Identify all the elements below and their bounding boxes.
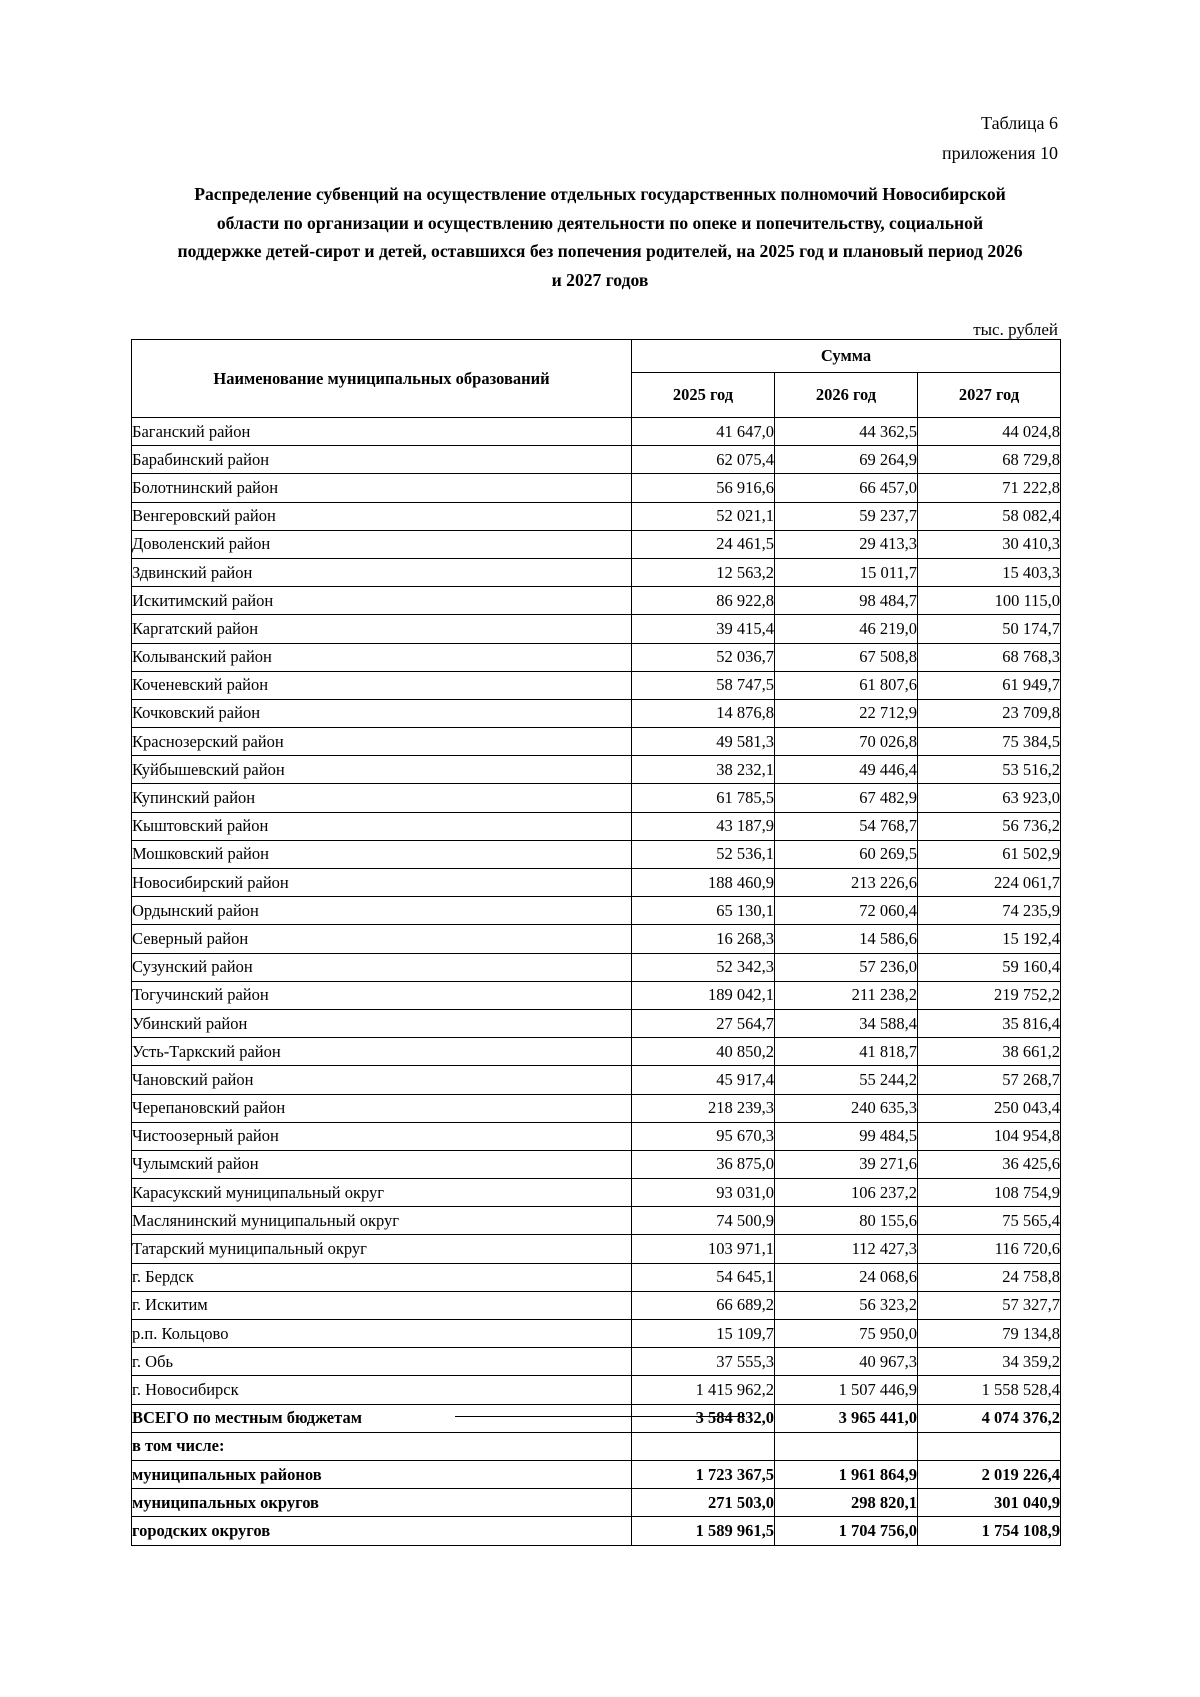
row-amount-2027: 24 758,8 — [918, 1263, 1061, 1291]
table-row — [132, 1150, 1061, 1178]
row-amount-2025: 95 670,3 — [632, 1122, 775, 1150]
table-row — [132, 699, 1061, 727]
header-year-2026: 2026 год — [775, 373, 918, 418]
row-amount-2025: 36 875,0 — [632, 1150, 775, 1178]
document-caption — [942, 108, 1058, 168]
header-municipality-name: Наименование муниципальных образований — [132, 340, 632, 418]
row-amount-2027: 56 736,2 — [918, 812, 1061, 840]
bottom-divider — [455, 1416, 745, 1417]
row-amount-2026: 55 244,2 — [775, 1066, 918, 1094]
subvention-table — [131, 339, 1061, 1546]
row-amount-2027: 53 516,2 — [918, 756, 1061, 784]
row-amount-2027: 79 134,8 — [918, 1320, 1061, 1348]
row-municipality-name: Куйбышевский район — [132, 756, 632, 784]
row-amount-2025: 1 589 961,5 — [632, 1517, 775, 1545]
row-amount-2025: 15 109,7 — [632, 1320, 775, 1348]
table-row — [132, 1094, 1061, 1122]
row-amount-2025: 74 500,9 — [632, 1207, 775, 1235]
row-municipality-name: Баганский район — [132, 418, 632, 446]
row-amount-2026: 22 712,9 — [775, 699, 918, 727]
row-amount-2025: 24 461,5 — [632, 530, 775, 558]
row-municipality-name: Чановский район — [132, 1066, 632, 1094]
row-amount-2026: 46 219,0 — [775, 615, 918, 643]
table-row — [132, 474, 1061, 502]
row-amount-2025: 40 850,2 — [632, 1038, 775, 1066]
row-amount-2027: 59 160,4 — [918, 953, 1061, 981]
row-amount-2027: 219 752,2 — [918, 981, 1061, 1009]
row-municipality-name: Кочковский район — [132, 699, 632, 727]
row-municipality-name: ВСЕГО по местным бюджетам — [132, 1404, 632, 1432]
row-municipality-name: Кыштовский район — [132, 812, 632, 840]
row-municipality-name: Ордынский район — [132, 897, 632, 925]
row-amount-2025: 3 584 832,0 — [632, 1404, 775, 1432]
table-row — [132, 1376, 1061, 1404]
table-row — [132, 558, 1061, 586]
row-amount-2025: 52 021,1 — [632, 502, 775, 530]
row-amount-2027: 75 565,4 — [918, 1207, 1061, 1235]
row-municipality-name: Каргатский район — [132, 615, 632, 643]
table-row — [132, 1207, 1061, 1235]
row-amount-2027: 57 268,7 — [918, 1066, 1061, 1094]
row-amount-2027: 250 043,4 — [918, 1094, 1061, 1122]
table-row — [132, 587, 1061, 615]
row-municipality-name: г. Новосибирск — [132, 1376, 632, 1404]
row-municipality-name: Болотнинский район — [132, 474, 632, 502]
row-amount-2025: 49 581,3 — [632, 728, 775, 756]
row-municipality-name: Чистоозерный район — [132, 1122, 632, 1150]
row-municipality-name: Чулымский район — [132, 1150, 632, 1178]
row-amount-2025: 38 232,1 — [632, 756, 775, 784]
table-row — [132, 1404, 1061, 1432]
caption-table-number: Таблица 6 — [981, 113, 1058, 133]
row-amount-2026: 112 427,3 — [775, 1235, 918, 1263]
row-municipality-name: Краснозерский район — [132, 728, 632, 756]
table-header — [132, 340, 1061, 418]
row-amount-2025: 56 916,6 — [632, 474, 775, 502]
caption-appendix-number: приложения 10 — [941, 143, 1058, 163]
row-amount-2026: 40 967,3 — [775, 1348, 918, 1376]
title-line-4: и 2027 годов — [551, 269, 649, 290]
row-amount-2026: 240 635,3 — [775, 1094, 918, 1122]
table-row — [132, 1066, 1061, 1094]
table-row — [132, 502, 1061, 530]
table-row — [132, 1009, 1061, 1037]
row-amount-2025: 43 187,9 — [632, 812, 775, 840]
row-amount-2027: 50 174,7 — [918, 615, 1061, 643]
table-row — [132, 1432, 1061, 1460]
header-year-2027: 2027 год — [918, 373, 1061, 418]
row-amount-2026: 3 965 441,0 — [775, 1404, 918, 1432]
table-row — [132, 1320, 1061, 1348]
row-municipality-name: г. Бердск — [132, 1263, 632, 1291]
row-amount-2025: 66 689,2 — [632, 1291, 775, 1319]
table-row — [132, 925, 1061, 953]
row-amount-2027: 1 558 528,4 — [918, 1376, 1061, 1404]
row-amount-2027 — [918, 1432, 1061, 1460]
table-row — [132, 1348, 1061, 1376]
row-municipality-name: Венгеровский район — [132, 502, 632, 530]
row-amount-2026: 41 818,7 — [775, 1038, 918, 1066]
row-municipality-name: Новосибирский район — [132, 869, 632, 897]
row-amount-2026: 60 269,5 — [775, 840, 918, 868]
row-municipality-name: г. Искитим — [132, 1291, 632, 1319]
row-municipality-name: Черепановский район — [132, 1094, 632, 1122]
row-amount-2025: 93 031,0 — [632, 1179, 775, 1207]
table-row — [132, 1517, 1061, 1545]
row-amount-2027: 58 082,4 — [918, 502, 1061, 530]
row-municipality-name: муниципальных округов — [132, 1489, 632, 1517]
table-row — [132, 1038, 1061, 1066]
row-amount-2025: 12 563,2 — [632, 558, 775, 586]
table-row — [132, 981, 1061, 1009]
row-amount-2026: 70 026,8 — [775, 728, 918, 756]
row-amount-2026: 211 238,2 — [775, 981, 918, 1009]
table-row — [132, 418, 1061, 446]
row-amount-2026: 67 482,9 — [775, 784, 918, 812]
row-amount-2026: 49 446,4 — [775, 756, 918, 784]
row-amount-2027: 4 074 376,2 — [918, 1404, 1061, 1432]
row-amount-2027: 104 954,8 — [918, 1122, 1061, 1150]
row-amount-2026: 15 011,7 — [775, 558, 918, 586]
row-municipality-name: Маслянинский муниципальный округ — [132, 1207, 632, 1235]
row-amount-2026: 99 484,5 — [775, 1122, 918, 1150]
table-row — [132, 812, 1061, 840]
table-row — [132, 953, 1061, 981]
table-row — [132, 840, 1061, 868]
row-amount-2027: 61 502,9 — [918, 840, 1061, 868]
table-row — [132, 756, 1061, 784]
row-amount-2026: 59 237,7 — [775, 502, 918, 530]
row-amount-2025: 16 268,3 — [632, 925, 775, 953]
row-amount-2027: 57 327,7 — [918, 1291, 1061, 1319]
row-municipality-name: Убинский район — [132, 1009, 632, 1037]
row-amount-2027: 38 661,2 — [918, 1038, 1061, 1066]
row-municipality-name: Сузунский район — [132, 953, 632, 981]
units-note: тыс. рублей — [973, 320, 1058, 339]
table-row — [132, 1122, 1061, 1150]
subvention-table-container — [131, 339, 1060, 1546]
row-amount-2025: 65 130,1 — [632, 897, 775, 925]
row-amount-2025: 41 647,0 — [632, 418, 775, 446]
row-amount-2027: 75 384,5 — [918, 728, 1061, 756]
table-row — [132, 1291, 1061, 1319]
row-amount-2026: 24 068,6 — [775, 1263, 918, 1291]
row-amount-2027: 15 403,3 — [918, 558, 1061, 586]
row-municipality-name: Барабинский район — [132, 446, 632, 474]
header-sum-group: Сумма — [632, 340, 1061, 373]
row-amount-2027: 301 040,9 — [918, 1489, 1061, 1517]
row-amount-2027: 15 192,4 — [918, 925, 1061, 953]
row-amount-2027: 35 816,4 — [918, 1009, 1061, 1037]
row-amount-2026: 66 457,0 — [775, 474, 918, 502]
row-amount-2027: 34 359,2 — [918, 1348, 1061, 1376]
row-amount-2027: 108 754,9 — [918, 1179, 1061, 1207]
title-line-1: Распределение субвенций на осуществление отдельных государственных полномочий Новосибирской — [194, 184, 1006, 204]
row-amount-2025: 1 723 367,5 — [632, 1460, 775, 1488]
row-amount-2026: 34 588,4 — [775, 1009, 918, 1037]
page-title — [140, 180, 1060, 294]
row-amount-2025: 37 555,3 — [632, 1348, 775, 1376]
row-amount-2027: 116 720,6 — [918, 1235, 1061, 1263]
row-amount-2027: 1 754 108,9 — [918, 1517, 1061, 1545]
row-amount-2025: 62 075,4 — [632, 446, 775, 474]
row-municipality-name: Северный район — [132, 925, 632, 953]
row-amount-2026: 106 237,2 — [775, 1179, 918, 1207]
row-amount-2026: 67 508,8 — [775, 643, 918, 671]
row-amount-2025 — [632, 1432, 775, 1460]
row-amount-2025: 1 415 962,2 — [632, 1376, 775, 1404]
row-amount-2026: 14 586,6 — [775, 925, 918, 953]
row-municipality-name: городских округов — [132, 1517, 632, 1545]
row-amount-2026: 29 413,3 — [775, 530, 918, 558]
table-row — [132, 643, 1061, 671]
row-amount-2027: 100 115,0 — [918, 587, 1061, 615]
row-municipality-name: муниципальных районов — [132, 1460, 632, 1488]
row-amount-2026: 61 807,6 — [775, 671, 918, 699]
table-row — [132, 784, 1061, 812]
row-amount-2027: 224 061,7 — [918, 869, 1061, 897]
row-amount-2026: 213 226,6 — [775, 869, 918, 897]
table-row — [132, 1235, 1061, 1263]
row-amount-2025: 103 971,1 — [632, 1235, 775, 1263]
header-year-2025: 2025 год — [632, 373, 775, 418]
row-amount-2027: 68 768,3 — [918, 643, 1061, 671]
row-municipality-name: Карасукский муниципальный округ — [132, 1179, 632, 1207]
row-amount-2025: 14 876,8 — [632, 699, 775, 727]
table-row — [132, 869, 1061, 897]
row-amount-2027: 23 709,8 — [918, 699, 1061, 727]
row-amount-2027: 61 949,7 — [918, 671, 1061, 699]
row-amount-2025: 39 415,4 — [632, 615, 775, 643]
table-row — [132, 1263, 1061, 1291]
table-row — [132, 1489, 1061, 1517]
row-amount-2027: 71 222,8 — [918, 474, 1061, 502]
table-body — [132, 418, 1061, 1546]
row-amount-2026: 1 704 756,0 — [775, 1517, 918, 1545]
row-municipality-name: Коченевский район — [132, 671, 632, 699]
row-amount-2025: 54 645,1 — [632, 1263, 775, 1291]
row-amount-2027: 68 729,8 — [918, 446, 1061, 474]
row-municipality-name: Усть-Таркский район — [132, 1038, 632, 1066]
row-amount-2026: 72 060,4 — [775, 897, 918, 925]
row-amount-2025: 58 747,5 — [632, 671, 775, 699]
row-amount-2027: 44 024,8 — [918, 418, 1061, 446]
row-amount-2026: 44 362,5 — [775, 418, 918, 446]
row-amount-2026: 69 264,9 — [775, 446, 918, 474]
row-amount-2026: 39 271,6 — [775, 1150, 918, 1178]
row-amount-2026: 57 236,0 — [775, 953, 918, 981]
row-amount-2027: 74 235,9 — [918, 897, 1061, 925]
row-municipality-name: Здвинский район — [132, 558, 632, 586]
row-amount-2025: 45 917,4 — [632, 1066, 775, 1094]
row-amount-2025: 218 239,3 — [632, 1094, 775, 1122]
row-amount-2025: 52 536,1 — [632, 840, 775, 868]
row-amount-2027: 30 410,3 — [918, 530, 1061, 558]
table-row — [132, 615, 1061, 643]
row-amount-2026: 80 155,6 — [775, 1207, 918, 1235]
title-line-2: области по организации и осуществлению деятельности по опеке и попечительству, социальной — [216, 212, 984, 233]
table-row — [132, 728, 1061, 756]
row-amount-2025: 52 036,7 — [632, 643, 775, 671]
row-amount-2026: 98 484,7 — [775, 587, 918, 615]
row-municipality-name: Тогучинский район — [132, 981, 632, 1009]
row-municipality-name: Татарский муниципальный округ — [132, 1235, 632, 1263]
table-row — [132, 897, 1061, 925]
row-amount-2027: 2 019 226,4 — [918, 1460, 1061, 1488]
table-row — [132, 1179, 1061, 1207]
table-row — [132, 446, 1061, 474]
row-amount-2027: 36 425,6 — [918, 1150, 1061, 1178]
table-row — [132, 530, 1061, 558]
row-municipality-name: р.п. Кольцово — [132, 1320, 632, 1348]
row-amount-2025: 61 785,5 — [632, 784, 775, 812]
row-amount-2026: 1 507 446,9 — [775, 1376, 918, 1404]
row-amount-2025: 271 503,0 — [632, 1489, 775, 1517]
row-amount-2025: 27 564,7 — [632, 1009, 775, 1037]
row-amount-2026: 54 768,7 — [775, 812, 918, 840]
row-amount-2025: 52 342,3 — [632, 953, 775, 981]
row-municipality-name: Доволенский район — [132, 530, 632, 558]
row-amount-2027: 63 923,0 — [918, 784, 1061, 812]
row-municipality-name: Купинский район — [132, 784, 632, 812]
title-line-3: поддержке детей-сирот и детей, оставшихся без попечения родителей, на 2025 год и плановый период 2026 — [177, 241, 1023, 261]
row-municipality-name: Искитимский район — [132, 587, 632, 615]
row-amount-2025: 188 460,9 — [632, 869, 775, 897]
row-amount-2026: 298 820,1 — [775, 1489, 918, 1517]
row-municipality-name: г. Обь — [132, 1348, 632, 1376]
row-amount-2025: 189 042,1 — [632, 981, 775, 1009]
row-amount-2026: 75 950,0 — [775, 1320, 918, 1348]
table-row — [132, 1460, 1061, 1488]
row-municipality-name: в том числе: — [132, 1432, 632, 1460]
row-municipality-name: Колыванский район — [132, 643, 632, 671]
table-header-row-1 — [132, 340, 1061, 373]
row-amount-2026: 56 323,2 — [775, 1291, 918, 1319]
table-row — [132, 671, 1061, 699]
row-municipality-name: Мошковский район — [132, 840, 632, 868]
row-amount-2026 — [775, 1432, 918, 1460]
row-amount-2025: 86 922,8 — [632, 587, 775, 615]
row-amount-2026: 1 961 864,9 — [775, 1460, 918, 1488]
